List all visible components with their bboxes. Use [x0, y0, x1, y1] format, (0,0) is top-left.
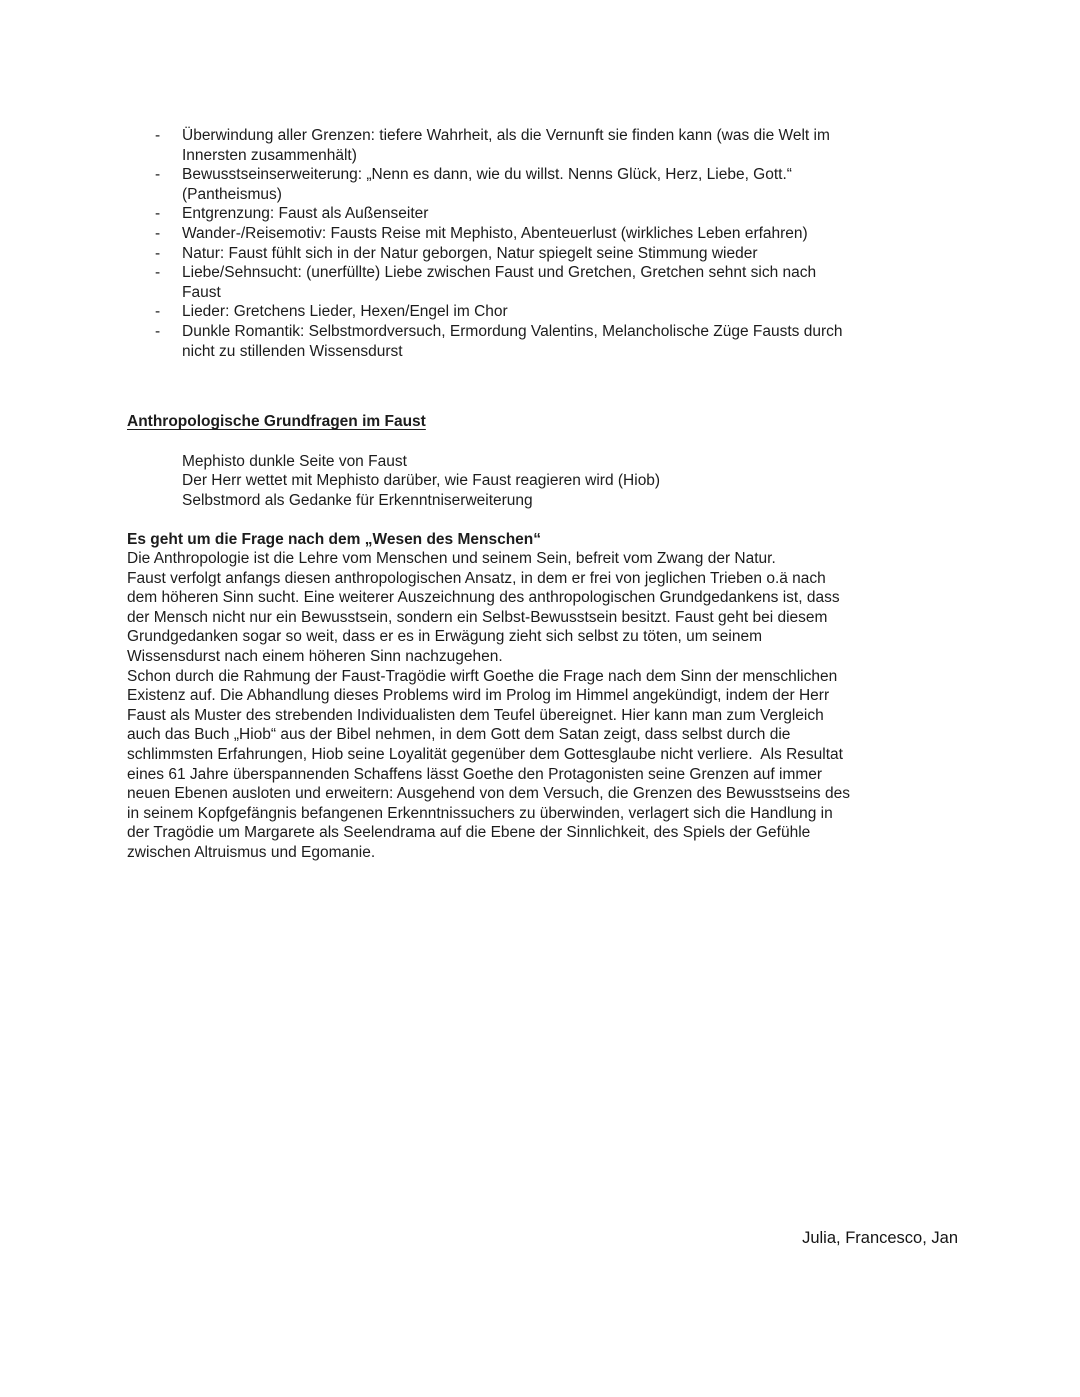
text-line: eines 61 Jahre überspannenden Schaffens lässt Goethe den Protagonisten seine Grenzen auf immer — [127, 765, 823, 783]
text-line: Existenz auf. Die Abhandlung dieses Problems wird im Prolog im Himmel angekündigt, indem der Herr — [127, 687, 830, 705]
text-line: Selbstmord als Gedanke für Erkenntniserweiterung — [182, 491, 533, 509]
bullet-text — [182, 263, 958, 302]
bullet-item — [127, 204, 958, 224]
text-line: Wander-/Reisemotiv: Fausts Reise mit Mephisto, Abenteuerlust (wirkliches Leben erfahren) — [182, 224, 808, 242]
text-line: Natur: Faust fühlt sich in der Natur geborgen, Natur spiegelt seine Stimmung wieder — [182, 244, 758, 262]
subheading: Es geht um die Frage nach dem „Wesen des Menschen“ — [127, 530, 542, 548]
text-line: Dunkle Romantik: Selbstmordversuch, Ermordung Valentins, Melancholische Züge Fausts durch — [182, 322, 843, 340]
bullet-text — [182, 322, 958, 361]
text-line: Liebe/Sehnsucht: (unerfüllte) Liebe zwischen Faust und Gretchen, Gretchen sehnt sich nach — [182, 264, 817, 282]
bullet-text — [182, 126, 958, 165]
text-line: Faust verfolgt anfangs diesen anthropologischen Ansatz, in dem er frei von jeglichen Trieben o.ä nach — [127, 569, 826, 587]
text-line: Wissensdurst nach einem höheren Sinn nachzugehen. — [127, 648, 503, 666]
bullet-item — [127, 244, 958, 264]
text-line: Faust als Muster des strebenden Individualisten dem Teufel übereignet. Hier kann man zum Vergleich — [127, 706, 824, 724]
text-line: (Pantheismus) — [182, 185, 282, 203]
bullet-dash-marker: - — [155, 264, 161, 282]
text-line: in seinem Kopfgefängnis befangenen Erkenntnissuchers zu überwinden, verlagert sich die Handlung in — [127, 804, 833, 822]
bullet-list — [127, 126, 958, 361]
bullet-item — [127, 322, 958, 361]
bullet-text — [182, 244, 958, 264]
bullet-text — [182, 204, 958, 224]
bullet-dash-marker: - — [155, 303, 161, 321]
bullet-item — [127, 263, 958, 302]
text-line: auch das Buch „Hiob“ aus der Bibel nehmen, in dem Gott dem Satan zeigt, dass selbst durch die — [127, 726, 791, 744]
bullet-item — [127, 302, 958, 322]
bullet-dash-marker: - — [155, 244, 161, 262]
bullet-item — [127, 165, 958, 204]
text-line: Schon durch die Rahmung der Faust-Tragödie wirft Goethe die Frage nach dem Sinn der menschlichen — [127, 667, 838, 685]
text-line: der Tragödie um Margarete als Seelendrama auf die Ebene der Sinnlichkeit, des Spiels der Gefühle — [127, 824, 811, 842]
bullet-dash-marker: - — [155, 224, 161, 242]
text-line: zwischen Altruismus und Egomanie. — [127, 844, 376, 861]
text-line: Entgrenzung: Faust als Außenseiter — [182, 205, 429, 223]
body-paragraph — [127, 549, 958, 863]
bullet-text — [182, 165, 958, 204]
authors-footer: Julia, Francesco, Jan — [802, 1228, 958, 1247]
text-line: Grundgedanken sogar so weit, dass er es in Erwägung zieht sich selbst zu töten, um seinem — [127, 628, 762, 646]
text-line: der Mensch nicht nur ein Bewusstsein, sondern ein Selbst-Bewusstsein besitzt. Faust geht bei diesem — [127, 608, 828, 626]
text-line: nicht zu stillenden Wissensdurst — [182, 342, 403, 360]
bullet-dash-marker: - — [155, 166, 161, 184]
notes-block — [127, 452, 958, 511]
text-line: schlimmsten Erfahrungen, Hiob seine Loyalität gegenüber dem Gottesglaube nicht verliere. Als Resultat — [127, 746, 843, 764]
section-heading: Anthropologische Grundfragen im Faust — [127, 413, 426, 431]
bullet-text — [182, 224, 958, 244]
text-line: Mephisto dunkle Seite von Faust — [182, 452, 407, 470]
bullet-dash-marker: - — [155, 127, 161, 144]
bullet-dash-marker: - — [155, 322, 161, 340]
text-line: neuen Ebenen ausloten und erweitern: Ausgehend von dem Versuch, die Grenzen des Bewusstseins des — [127, 785, 850, 803]
text-line: Überwindung aller Grenzen: tiefere Wahrheit, als die Vernunft sie finden kann (was die Welt im — [182, 127, 830, 144]
bullet-item — [127, 126, 958, 165]
bullet-item — [127, 224, 958, 244]
text-line: Bewusstseinserweiterung: „Nenn es dann, wie du willst. Nenns Glück, Herz, Liebe, Gott.“ — [182, 166, 792, 184]
bullet-text — [182, 302, 958, 322]
text-line: Lieder: Gretchens Lieder, Hexen/Engel im Chor — [182, 303, 508, 321]
bullet-dash-marker: - — [155, 205, 161, 223]
text-line: Faust — [182, 283, 221, 301]
text-line: Die Anthropologie ist die Lehre vom Menschen und seinem Sein, befreit vom Zwang der Natur. — [127, 550, 776, 568]
text-line: dem höheren Sinn sucht. Eine weiterer Auszeichnung des anthropologischen Grundgedankens ist, dass — [127, 589, 840, 607]
text-line: Der Herr wettet mit Mephisto darüber, wie Faust reagieren wird (Hiob) — [182, 472, 661, 490]
text-line: Innersten zusammenhält) — [182, 146, 357, 164]
